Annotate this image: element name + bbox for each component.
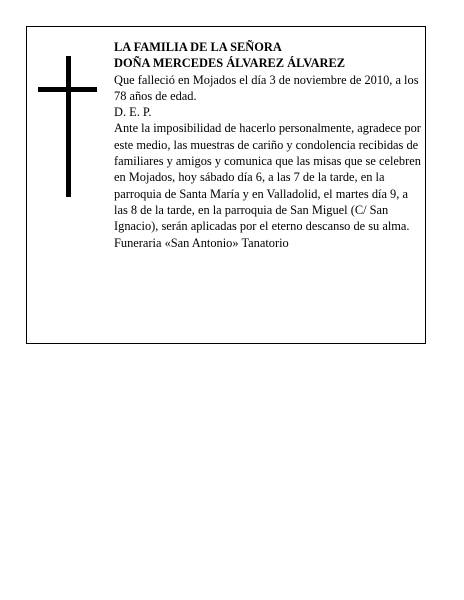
cross-icon [66,56,71,197]
notice-body: Ante la imposibilidad de hacerlo personalmente, agradece por este medio, las muestras de cariño y condolencia recibidas de familiares y amigos y comunica que las misas que se celebren en Mojados, hoy sábado día 6, a las 7 de la tarde, en la parroquia de Santa María y en Valladolid, el martes día 9, a las 8 de la tarde, en la parroquia de San Miguel (C/ San Ignacio), serán aplicadas por el eterno descanso de su alma. [114,121,421,234]
funeral-home: Funeraria «San Antonio» Tanatorio [114,235,289,250]
cross-icon-bar [38,87,97,92]
death-info: Que falleció en Mojados el día 3 de noviembre de 2010, a los 78 años de edad. [114,72,419,103]
notice-text [114,39,422,251]
dep-text: D. E. P. [114,105,152,120]
heading-line-1: LA FAMILIA DE LA SEÑORA [114,40,282,54]
obituary-notice [26,26,426,344]
heading-line-2: DOÑA MERCEDES ÁLVAREZ ÁLVAREZ [114,56,346,71]
